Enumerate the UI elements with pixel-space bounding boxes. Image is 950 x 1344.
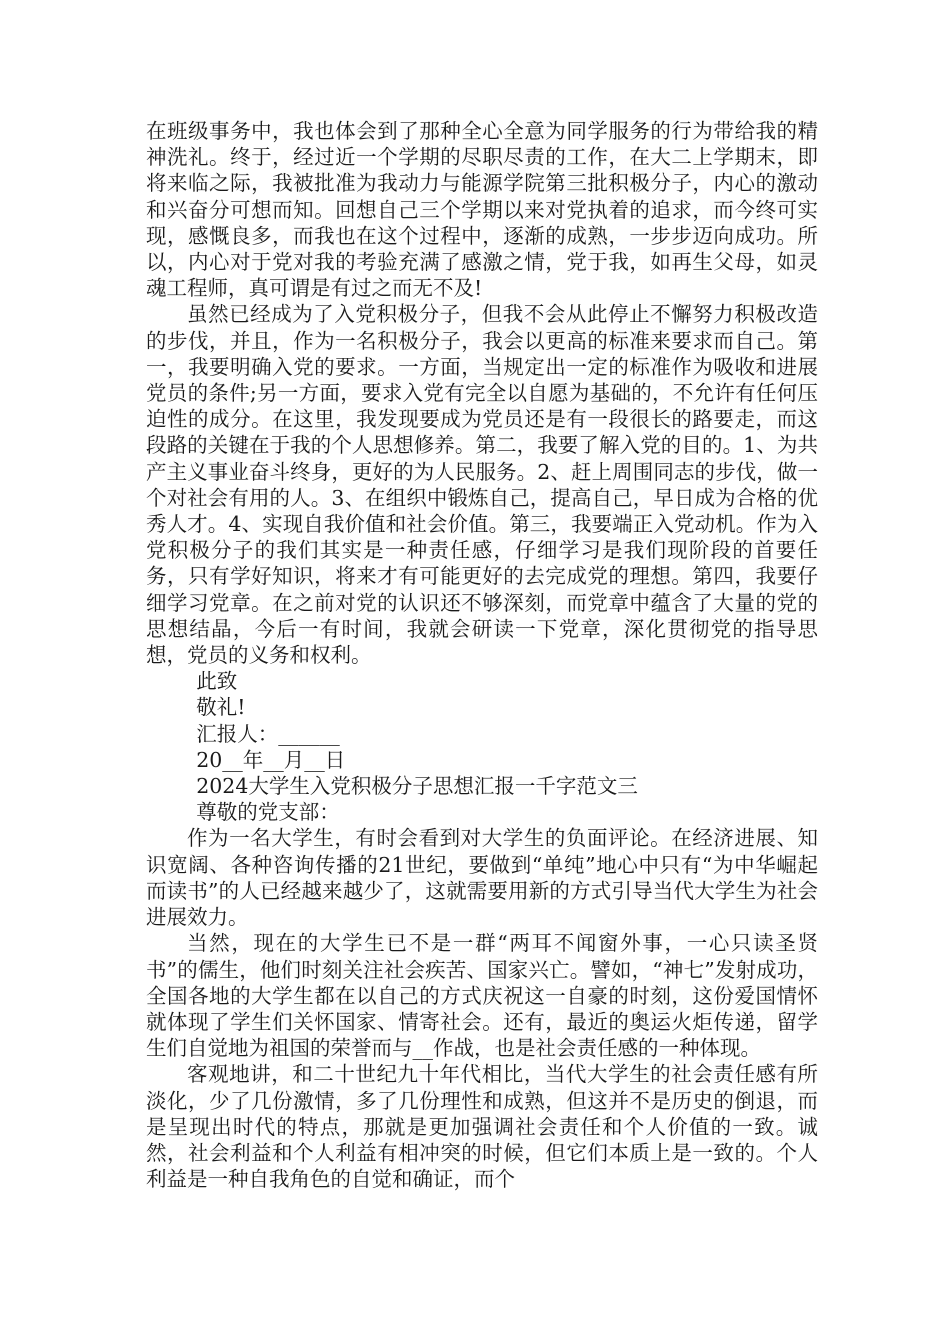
reporter-signature-line: 汇报人：______ <box>196 721 340 746</box>
paragraph-social-responsibility: 客观地讲，和二十世纪九十年代相比，当代大学生的社会责任感有所淡化，少了几份激情，多了几份理性和成熟，但这并不是历史的倒退，而是呈现出时代的特点，那就是更加强调社会责任和个人价值的一致。诚然，社会利益和个人利益有相冲突的时候，但它们本质上是一致的。个人利益是一种自我角色的自觉和确证，而个 <box>146 1062 818 1192</box>
document-body <box>146 118 818 1192</box>
paragraph-social-concern: 当然，现在的大学生已不是一群“两耳不闻窗外事，一心只读圣贤书”的儒生，他们时刻关注社会疾苦、国家兴亡。譬如，“神七”发射成功，全国各地的大学生都在以自己的方式庆祝这一自豪的时刻，这份爱国情怀就体现了学生们关怀国家、情寄社会。还有，最近的奥运火炬传递，留学生们自觉地为祖国的荣誉而与__作战，也是社会责任感的一种体现。 <box>146 931 818 1061</box>
letter-greeting: 尊敬的党支部： <box>196 800 340 825</box>
report-date-line: 20__年__月__日 <box>196 747 346 772</box>
paragraph-student-perception: 作为一名大学生，有时会看到对大学生的负面评论。在经济进展、知识宽阔、各种咨询传播的21世纪，要做到“单纯”地心中只有“为中华崛起而读书”的人已经越来越少了，这就需要用新的方式引导当代大学生为社会进展效力。 <box>146 826 818 930</box>
paragraph-activist-goals: 虽然已经成为了入党积极分子，但我不会从此停止不懈努力积极改造的步伐，并且，作为一名积极分子，我会以更高的标准来要求而自己。第一，我要明确入党的要求。一方面，当规定出一定的标准作为吸收和进展党员的条件;另一方面，要求入党有完全以自愿为基础的，不允许有任何压迫性的成分。在这里，我发现要成为党员还是有一段很长的路要走，而这段路的关键在于我的个人思想修养。第二，我要了解入党的目的。1、为共产主义事业奋斗终身，更好的为人民服务。2、赶上周围同志的步伐，做一个对社会有用的人。3、在组织中锻炼自己，提高自己，早日成为合格的优秀人才。4、实现自我价值和社会价值。第三，我要端正入党动机。作为入党积极分子的我们其实是一种责任感，仔细学习是我们现阶段的首要任务，只有学好知识，将来才有可能更好的去完成党的理想。第四，我要仔细学习党章。在之前对党的认识还不够深刻，而党章中蕴含了大量的党的思想结晶，今后一有时间，我就会研读一下党章，深化贯彻党的指导思想，党员的义务和权利。 <box>146 302 818 668</box>
closing-respect: 敬礼! <box>196 695 246 720</box>
paragraph-class-affairs: 在班级事务中，我也体会到了那种全心全意为同学服务的行为带给我的精神洗礼。终于，经过近一个学期的尽职尽责的工作，在大二上学期末，即将来临之际，我被批准为我动力与能源学院第三批积极分子，内心的激动和兴奋分可想而知。回想自己三个学期以来对党执着的追求，而今终可实现，感慨良多，而我也在这个过程中，逐渐的成熟，一步步迈向成功。所以，内心对于党对我的考验充满了感激之情，党于我，如再生父母，如灵魂工程师，真可谓是有过之而无不及! <box>146 119 818 301</box>
closing-salutation: 此致 <box>196 669 238 694</box>
section-title: 2024大学生入党积极分子思想汇报一千字范文三 <box>196 774 638 799</box>
